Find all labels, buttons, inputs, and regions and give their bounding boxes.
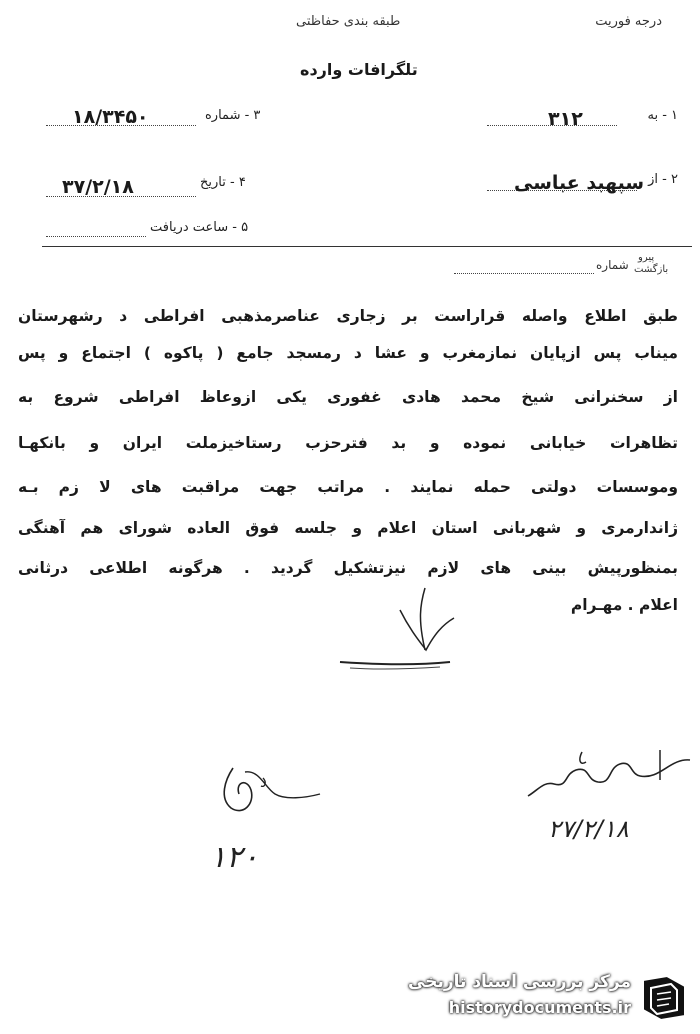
date-value: ۳۷/۲/۱۸ [62,176,134,198]
to-value: ۳۱۲ [548,108,583,130]
body-line: میناب پس ازپایان نمازمغرب و عشا د رمسجد جامع ( پاکوه ) اجتماع و پس [18,344,678,362]
watermark-org-name: مرکز بررسی اسناد تاریخی [408,972,631,992]
from-value: سپهبد عباسی [514,172,645,194]
reference-field-line [454,273,594,274]
to-label: ۱ - به [647,108,678,123]
reference-label: بازگشت [634,264,669,275]
from-label: ۲ - از [648,172,678,187]
handwritten-date: ۲۷/۲/۱۸ [548,815,629,843]
classification-label: طبقه بندی حفاظتی [296,14,401,29]
reference-number-label: شماره [596,258,629,272]
signature-icon [520,740,695,820]
number-label: ۳ - شماره [205,108,261,123]
body-line: اعلام . مهـرام [570,596,678,614]
approval-mark-icon [330,580,460,675]
number-value: ۱۸/۳۴۵۰ [72,106,149,128]
watermark-website: historydocuments.ir [448,998,631,1017]
receipt-time-label: ۵ - ساعت دریافت [150,220,249,235]
body-line: وموسسات دولتی حمله نمایند . مراتب جهت مراقبت های لا زم بـه [18,478,678,496]
body-line: طبق اطلاع واصله قراراست بر زجاری عناصرمذهبی افراطی د رشهرستان [18,307,678,325]
left-scribble-icon [205,760,325,820]
body-line: از سخنرانی شیخ محمد هادی غفوری یکی ازوعاظ افراطی شروع به [18,388,678,406]
receipt-time-field-line [46,236,146,237]
body-line: بمنظورپیش بینی های لازم نیزتشکیل گردید . هرگونه اطلاعی درثانی [18,559,678,577]
urgency-label: درجه فوریت [595,14,662,29]
date-label: ۴ - تاریخ [200,175,246,190]
archive-logo-icon [637,972,691,1024]
body-line: تظاهرات خیابانی نموده و بد فترحزب رستاخیزملت ایران و بانکهـا [18,434,678,452]
watermark [410,968,695,1028]
header-separator [42,246,692,247]
followup-label: پیرو [638,252,655,263]
body-line: ژاندارمری و شهربانی استان اعلام و جلسه فوق العاده شورای هم آهنگی [18,519,678,537]
handwritten-number: ۱۲۰ [210,840,259,875]
document-title: تلگرافات وارده [300,60,418,79]
